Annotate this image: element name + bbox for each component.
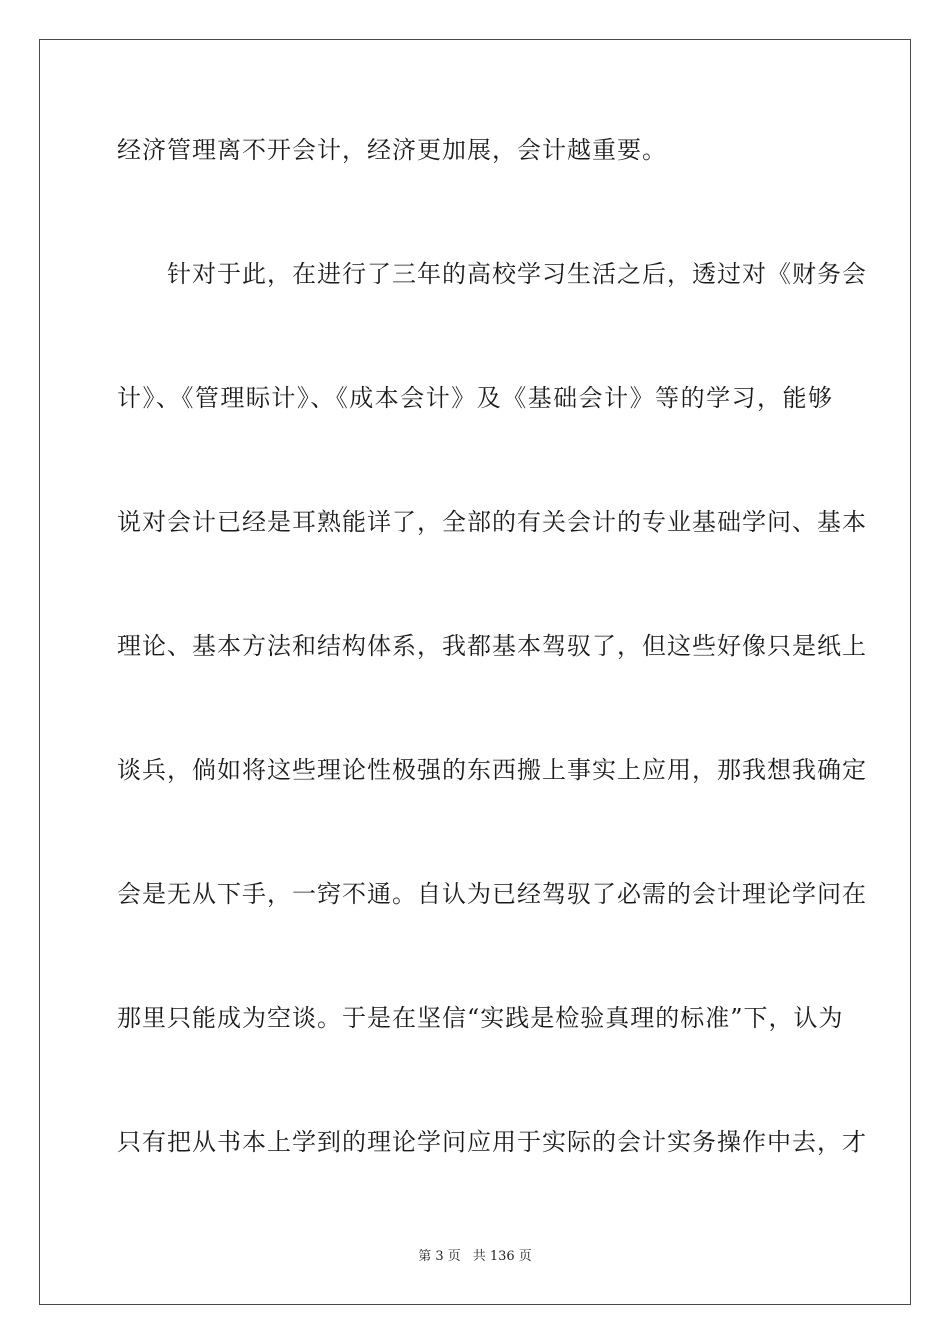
paragraph-line-1: 经济管理离不开会计，经济更加展，会计越重要。 [117, 136, 667, 164]
paragraph-line-7: 会是无从下手，一窍不通。自认为已经驾驭了必需的会计理论学问在 [117, 880, 867, 908]
paragraph-line-5: 理论、基本方法和结构体系，我都基本驾驭了，但这些好像只是纸上 [117, 632, 867, 660]
paragraph-line-8: 那里只能成为空谈。于是在坚信“实践是检验真理的标准”下，认为 [117, 1004, 844, 1032]
page-footer [0, 1248, 950, 1266]
paragraph-line-9: 只有把从书本上学到的理论学问应用于实际的会计实务操作中去，才 [117, 1128, 867, 1156]
paragraph-line-3: 计》、《管理眎计》、《成本会计》及《基础会计》等的学习，能够 [117, 384, 833, 412]
paragraph-line-6: 谈兵，倘如将这些理论性极强的东西搬上事实上应用，那我想我确定 [117, 756, 867, 784]
total-pages: 共 136 页 [472, 1249, 532, 1264]
paragraph-line-2: 针对于此，在进行了三年的高校学习生活之后，透过对《财务会 [117, 260, 867, 288]
paragraph-line-4: 说对会计已经是耳熟能详了，全部的有关会计的专业基础学问、基本 [117, 508, 867, 536]
page-number: 第 3 页 [418, 1249, 461, 1264]
page-border [39, 39, 911, 1305]
